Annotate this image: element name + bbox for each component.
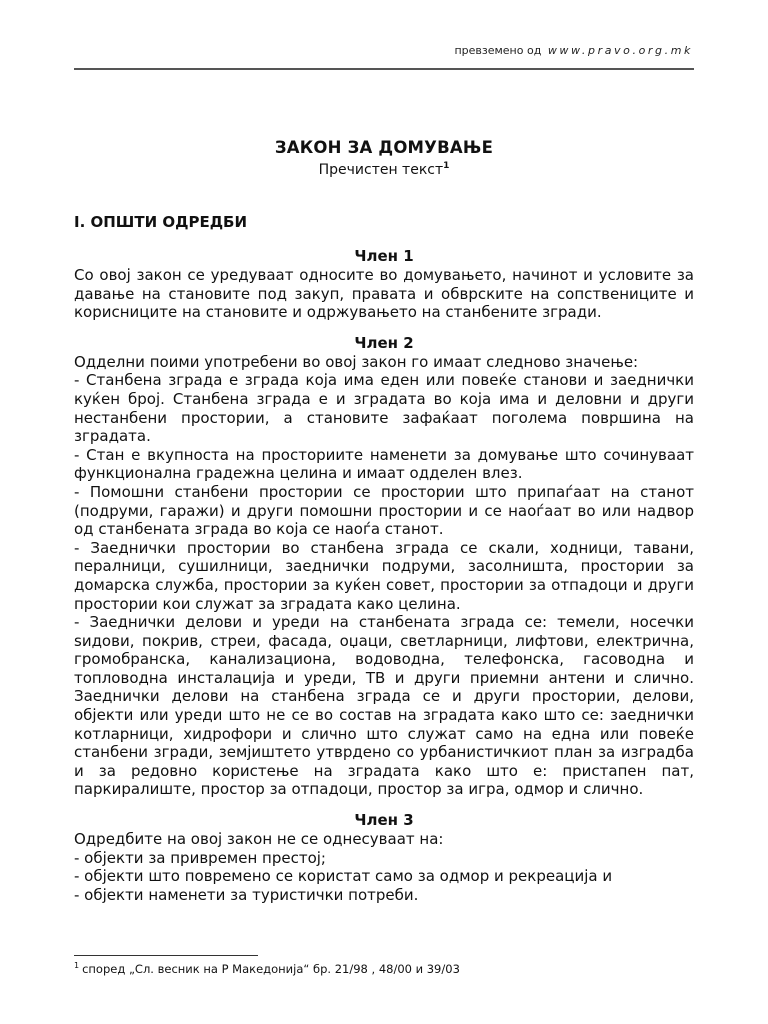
footnote-rule [74, 955, 258, 956]
footnote-mark: 1 [74, 961, 80, 970]
article-heading: Член 2 [354, 333, 414, 352]
header-rule [74, 68, 694, 70]
document-body [74, 247, 694, 904]
footnote-text: според „Сл. весник на Р Македонија“ бр. 21/98 , 48/00 и 39/03 [82, 962, 460, 976]
footnote [74, 961, 460, 976]
article-heading: Член 3 [354, 811, 414, 830]
source-line [454, 44, 693, 57]
article-paragraph: - објекти за привремен престој; [74, 848, 326, 867]
document-title: ЗАКОН ЗА ДОМУВАЊЕ [274, 138, 494, 157]
article-paragraph: Со овој закон се уредуваат односите во домувањето, начинот и условите за давање на становите под закуп, правата и обврските на сопствениците и корисниците на становите и одржувањето на станбените згради. [74, 266, 694, 322]
article-1 [74, 247, 694, 322]
section-heading: I. ОПШТИ ОДРЕДБИ [74, 213, 248, 231]
article-paragraph: - Стан е вкупноста на просториите наменети за домување што сочинуваат функционална градежна целина и имаат одделен влез. [74, 445, 694, 483]
subtitle-text: Пречистен текст [318, 162, 444, 178]
article-paragraph: - Помошни станбени простории се простории што припаѓаат на станот (подруми, гаражи) и други помошни простории и се наоѓаат во или надвор од станбената зграда во која се наоѓа станот. [74, 482, 694, 539]
article-paragraph: - Заеднички простории во станбена зграда се скали, ходници, тавани, пералници, сушилници, заеднички подруми, засолништа, простории за домарска служба, простории за куќен совет, простории за отпадоци и други простории кои служат за зградата како целина. [74, 538, 694, 613]
article-paragraph: - Станбена зграда е зграда која има еден или повеќе станови и заеднички куќен број. Станбена зграда е и зградата во која има и деловни и други нестанбени простории, а становите зафаќаат поголема површина на зградата. [74, 371, 694, 446]
article-2 [74, 334, 694, 799]
article-paragraph: Одредбите на овој закон не се однесуваат на: [74, 830, 444, 849]
article-paragraph: Одделни поими употребени во овој закон го имаат следново значење: [74, 352, 639, 371]
article-paragraph: - објекти што повремено се користат само за одмор и рекреација и [74, 867, 613, 886]
source-url[interactable]: www.pravo.org.mk [547, 44, 693, 57]
article-3 [74, 811, 694, 904]
footnote-reference[interactable]: 1 [443, 161, 450, 171]
article-paragraph: - објекти наменети за туристички потреби. [74, 885, 419, 904]
article-paragraph: - Заеднички делови и уреди на станбената зграда се: темели, носечки ѕидови, покрив, стреи, фасада, оџаци, светларници, лифтови, електрична, громобранска, канализациона, водоводна, телефонска, гасоводна и топловодна инсталација и уреди, ТВ и други приемни антени и слично. Заеднички делови на станбена зграда се и други простории, делови, објекти или уреди што не се во состав на зградата како што се: заеднички котларници, хидрофори и слично што служат само на една или повеќе станбени згради, земјиштето утврдено со урбанистичкиот план за изградба и за редовно користење на зградата како што е: пристапен пат, паркиралиште, простор за отпадоци, простор за игра, одмор и слично. [74, 613, 694, 799]
article-heading: Член 1 [354, 247, 414, 265]
document-subtitle [0, 161, 768, 178]
source-prefix: превземено од [454, 44, 542, 57]
